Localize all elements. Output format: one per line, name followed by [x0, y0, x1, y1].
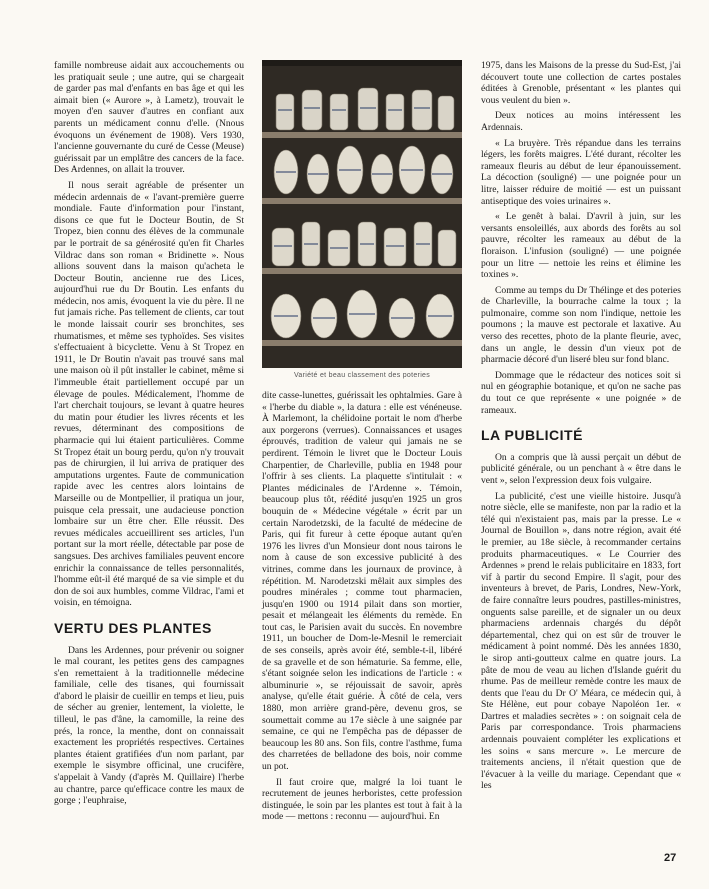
paragraph: La publicité, c'est une vieille histoire. Jusqu'à notre siècle, elle se manifeste, non par la radio et la télé qui n'existaient pas, mais par la presse. Le « Journal de Bouillon », dans notre région, avait été le premier, au 18e siècle, à recommander certains produits pharmaceutiques. « Le Courrier des Ardennes » prend le relais publicitaire en 1833, fort vif à partir du second Empire. Il s'agit, pour des inventeurs à brevet, de Paris, Londres, New-York, de faire connaître leurs poudres, pastilles-ministres, onguents salse pareille, et de signaler un ou deux pharmaciens ardennais chargés du dépôt départemental, chez qui on est sûr de trouver le médicament à point nommé. Dès les années 1830, le sirop anti-goutteux calme en quatre jours. La pâte de mou de veau au lichen d'Islande guérit du rhume. Pas de meilleur remède contre les maux de dents que l'eau du Dr O' Méara, ce médecin qui, à Ste Hélène, eut pour cobaye Napoléon 1er. « Dartres et maladies secrètes » : on soignait cela de Paris par correspondance. Trois pharmaciens ardennais pouvaient compléter les explications et les soins « sans mercure ». Le mercure de traitements anciens, il n'était question que de l'évacuer à la veille du mariage. Cependant que « les [481, 490, 681, 792]
paragraph: Dommage que le rédacteur des notices soit si nul en géographie botanique, et qu'on ne sache pas du tout ce que représente « une poignée » de rameaux. [481, 369, 681, 416]
paragraph: Il nous serait agréable de présenter un médecin ardennais de « l'avant-première guerre mondiale. Faute d'information pour l'instant, disons ce que fut le Docteur Boutin, de St Tropez, bien connu des élèves de la communale par le portrait de sa générosité qu'en fit Charles Vildrac dans son roman « Bridinette ». Nous allions souvent dans la maison qu'acheta le Docteur Boutin, ancienne rue des Lices, aujourd'hui rue du Dr Boutin. Les enfants du médecin, nos amis, évoquent la vie du père. Il ne fut jamais riche. Pas tellement de clients, car tout le monde laissait courir ses bronchites, ses rhumatismes, et même ses typhoïdes. Ses visites s'effectuaient à bicyclette. Venu à St Tropez en 1911, le Dr Boutin n'avait pas trouvé sans mal une maison où il pût installer le cabinet, même si l'immeuble était partiellement occupé par un élevage de poules. Médicalement, l'homme de l'art cherchait toujours, se levant à quatre heures du matin pour étudier les livres récents et les revues, déterminant des compositions de pharmacie qui lui étaient particulières. Comme St Tropez était un bourg perdu, qu'on n'y trouvait pas de chirurgien, il lui arriva de pratiquer des amputations urgentes. Faute de communication rapide avec les centres alors lointains de Marseille ou de Montpellier, il pratiqua un jour, puisque cela pressait, une audacieuse ponction lombaire sur un être cher. Elle réussit. Des revues médicales accueillirent ses articles, l'un portant sur la mort réelle, détectable par pose de sangsues. Des archives familiales peuvent encore enrichir la connaissance de telles personnalités, l'homme eût-il été marqué de sa vie simple et du don de soi aux humbles, comme Vildrac, l'ami et voisin, en témoigna. [54, 179, 244, 609]
text-column-1 [54, 60, 244, 811]
paragraph: 1975, dans les Maisons de la presse du Sud-Est, j'ai découvert toute une collection de cartes postales éditées à Grenoble, présentant « les plantes qui vous veulent du bien ». [481, 60, 681, 106]
paragraph: « La bruyère. Très répandue dans les terrains légers, les forêts maigres. L'été durant, récolter les rameaux fleuris au début de leur épanouissement. La décoction (souligné) — une poignée pour un litre, laisser réduire de moitié — est un puissant antiseptique des voies urinaires ». [481, 137, 681, 207]
paragraph: Il faut croire que, malgré la loi tuant le recrutement de jeunes herboristes, cette profession distinguée, le soin par les plantes est tout à fait à la mode — mettons : reconnu — aujourd'hui. En [262, 776, 462, 823]
paragraph: On a compris que là aussi perçait un début de publicité générale, ou un penchant à « être dans le vent », selon l'expression deux fois vulgaire. [481, 451, 681, 486]
paragraph: Comme au temps du Dr Thélinge et des poteries de Charleville, la bourrache calme la toux ; la pulmonaire, comme son nom l'indique, nettoie les poumons ; la mauve est pectorale et laxative. Au verso des recettes, photo de la plante fleurie, avec, dans un angle, le dessin d'un vieux pot de pharmacie décoré d'un liseré bleu sur fond blanc. [481, 284, 681, 366]
paragraph: dite casse-lunettes, guérissait les ophtalmies. Gare à « l'herbe du diable », la datura : elle est vénéneuse. À Marlemont, la chélidoine portait le nom d'herbe aux porgerons (verrues). Connaissances et usages éprouvés, tradition de valeur qui jamais ne se perdirent. Témoin le livret que le Docteur Louis Charpentier, de Charleville, publia en 1948 pour l'offrir à ses clients. La plaquette s'intitulait : « Plantes médicinales de l'Ardenne ». Témoin, beaucoup plus tôt, réédité jusqu'en 1925 un gros bouquin de « Médecine végétale » écrit par un certain Narodetzski, de la faculté de médecine de Paris, qui fit fureur à cette époque autant qu'en 1976 les livres d'un Monsieur dont nous tairons le nom à cause de son excessive publicité à des vitrines, comme dans les journaux de province, à répétition. M. Narodetzski mêlait aux simples des poudres minérales ; comme tout pharmacien, jusqu'en 1900 ou 1914 pilait dans son mortier, pesait et mélangeait les éléments du remède. En tout cas, le Parisien avait du succès. En novembre 1911, un boucher de Dom-le-Mesnil le remerciait de ses conseils, après avoir été, semble-t-il, libéré de sa gravelle et de son hématurie. Sa femme, elle, s'étant soignée selon les indications de l'article : « albuminurie », se réjouissait de savoir, après analyse, qu'elle était guérie. À côté de cela, vers 1880, mon arrière grand-père, devenu gros, se soumettait comme au 17e siècle à une saignée par semaine, ce qui ne l'empêcha pas de dépasser de beaucoup les 80 ans. Son fils, contre l'asthme, fuma des charretées de belladone des bois, noir comme un pot. [262, 390, 462, 772]
photo-caption: Variété et beau classement des poteries [293, 372, 431, 379]
text-column-3 [481, 60, 681, 796]
text-column-2 [262, 390, 462, 827]
pottery-photo [262, 60, 462, 368]
section-heading-la-publicite: LA PUBLICITÉ [481, 427, 583, 444]
paragraph: Deux notices au moins intéressent les Ardennais. [481, 110, 681, 133]
paragraph: famille nombreuse aidait aux accouchements ou les pratiquait seule ; une autre, qui se chargeait de garder pas mal d'enfants en bas âge et qui les aimait bien (« Aurore », à Lametz), trouvait le moyen d'en sauver d'autres en confiant aux parents un médicament connu d'elle. (Nnous évoquons un événement de 1908). Vers 1930, l'ancienne gouvernante du curé de Cesse (Meuse) guérissait par un emplâtre des cancers de la face. Des Ardennes, on allait la trouver. [54, 60, 244, 176]
paragraph: Dans les Ardennes, pour prévenir ou soigner le mal courant, les petites gens des campagnes s'en remettaient à la traditionnelle médecine familiale, celle des tisanes, qui fournissait d'abord le plaisir de cueillir en temps et lieu, puis de sécher au grenier, lentement, la violette, le tilleul, le pas d'âne, la camomille, la reine des prés, la ronce, la menthe, dont on connaissait exactement les propriétés respectives. Certaines plantes étaient gratifiées d'un nom parlant, par exemple le sisymbre officinal, une crucifère, s'appelait à Vandy (d'après M. Quillaire) l'herbe au chantre, parce qu'efficace contre les maux de gorge ; l'euphraise, [54, 644, 244, 807]
section-heading-vertu-des-plantes: VERTU DES PLANTES [54, 619, 212, 636]
paragraph: « Le genêt à balai. D'avril à juin, sur les versants ensoleillés, aux abords des forêts au sol pauvre, récolter les rameaux au début de la floraison. L'infusion (souligné) — une poignée pour un litre — nettoie les reins et élimine les toxines ». [481, 211, 681, 281]
page-number: 27 [664, 852, 677, 864]
